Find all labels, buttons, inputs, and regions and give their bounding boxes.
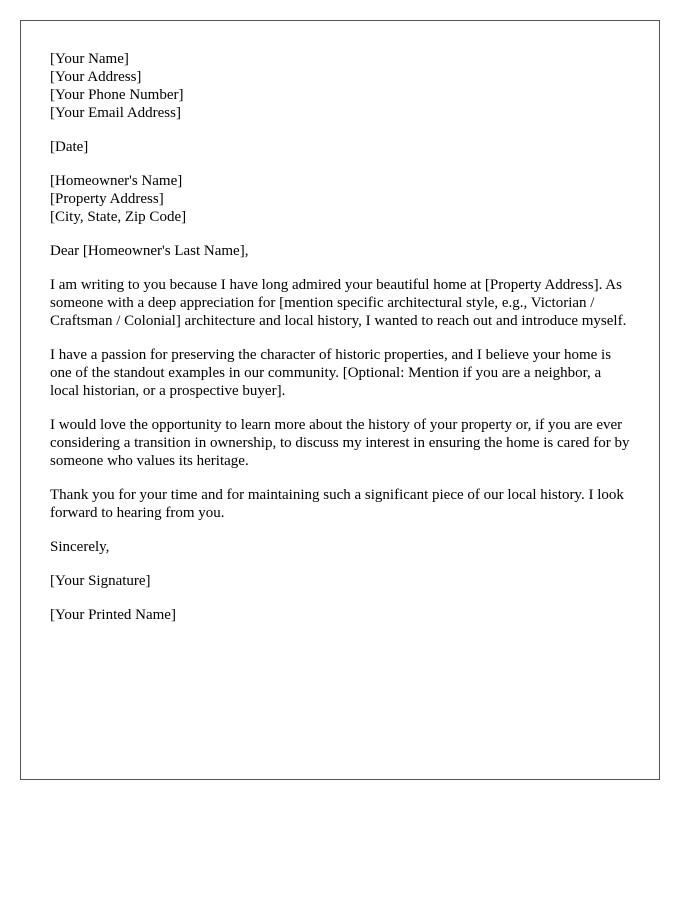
body-paragraph-4: Thank you for your time and for maintaining such a significant piece of our local history. I look forward to hearing from you. <box>50 487 624 521</box>
date-block <box>50 138 631 156</box>
printed-name: [Your Printed Name] <box>50 607 176 623</box>
sender-email: [Your Email Address] <box>50 105 181 121</box>
recipient-city: [City, State, Zip Code] <box>50 209 187 225</box>
recipient-block <box>50 172 631 226</box>
closing: Sincerely, <box>50 539 110 555</box>
salutation: Dear [Homeowner's Last Name], <box>50 243 249 259</box>
sender-phone: [Your Phone Number] <box>50 87 184 103</box>
sender-address: [Your Address] <box>50 69 142 85</box>
body-paragraph-1: I am writing to you because I have long admired your beautiful home at [Property Address]. As someone with a deep appreciation for [mention specific architectural style, e.g., Victorian / Craftsman / Colonial] architecture and local history, I wanted to reach out and introduce myself. <box>50 277 627 329</box>
signature: [Your Signature] <box>50 573 151 589</box>
letter-page <box>20 20 660 780</box>
body-paragraph-2: I have a passion for preserving the character of historic properties, and I believe your home is one of the standout examples in our community. [Optional: Mention if you are a neighbor, a local historian, or a prospective buyer]. <box>50 347 612 399</box>
letter-date: [Date] <box>50 139 89 155</box>
sender-block <box>50 50 631 122</box>
recipient-name: [Homeowner's Name] <box>50 173 183 189</box>
body-paragraph-3: I would love the opportunity to learn more about the history of your property or, if you are ever considering a transition in ownership, to discuss my interest in ensuring the home is cared for by someone who values its heritage. <box>50 417 630 469</box>
sender-name: [Your Name] <box>50 51 129 67</box>
recipient-address: [Property Address] <box>50 191 164 207</box>
